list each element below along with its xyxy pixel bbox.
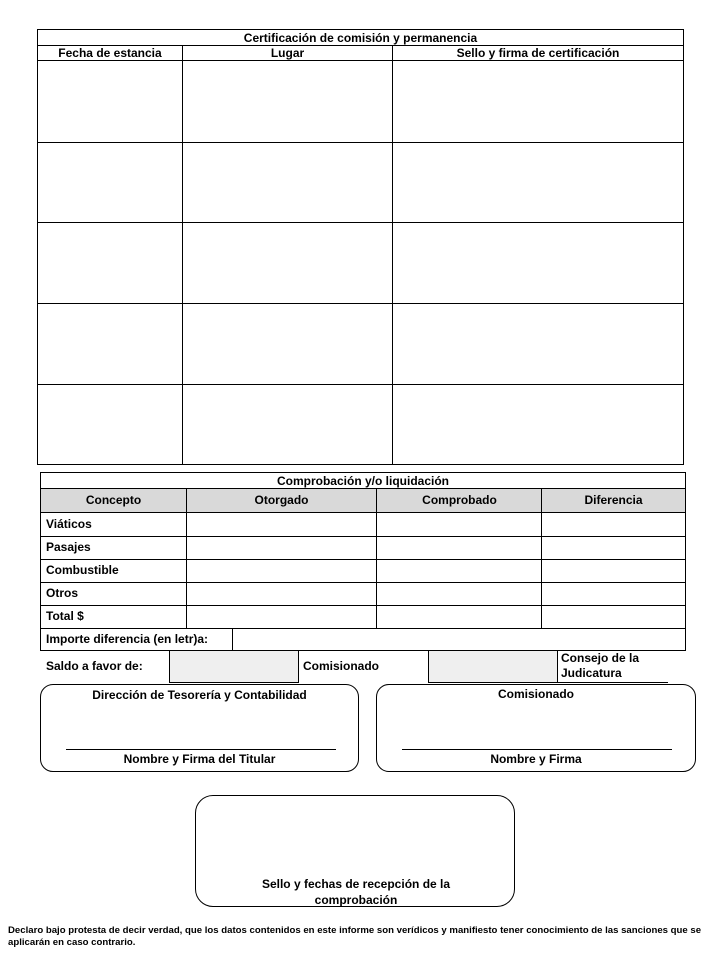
row-divider <box>41 536 685 537</box>
top-line <box>60 684 330 685</box>
row-divider <box>41 628 685 629</box>
column-header-concepto: Concepto <box>85 493 142 507</box>
row-label-viaticos: Viáticos <box>46 517 92 531</box>
certification-table <box>37 29 684 465</box>
saldo-checkbox-comisionado[interactable] <box>169 650 299 683</box>
signature-line <box>402 749 672 750</box>
row-divider <box>41 582 685 583</box>
certification-header <box>38 46 683 61</box>
importe-diferencia-label: Importe diferencia (en letr)a: <box>46 632 209 646</box>
row-divider <box>41 559 685 560</box>
signature-title-tesoreria: Dirección de Tesorería y Contabilidad <box>92 688 307 702</box>
row-divider <box>38 222 683 223</box>
column-header-fecha: Fecha de estancia <box>58 46 162 60</box>
saldo-checkbox-consejo[interactable] <box>428 650 558 683</box>
column-divider <box>392 46 393 464</box>
column-divider <box>232 628 233 650</box>
row-divider <box>38 303 683 304</box>
signature-box-comisionado <box>376 684 696 772</box>
signature-box-tesoreria <box>40 684 359 772</box>
comprobacion-table <box>40 472 686 651</box>
column-header-sello: Sello y firma de certificación <box>456 46 620 60</box>
comprobacion-header <box>41 489 685 513</box>
column-header-otorgado: Otorgado <box>254 493 309 507</box>
signature-caption-tesoreria: Nombre y Firma del Titular <box>123 752 276 766</box>
row-label-total: Total $ <box>46 609 84 623</box>
saldo-option-consejo: Consejo de la Judicatura <box>561 651 640 680</box>
row-label-pasajes: Pasajes <box>46 540 91 554</box>
column-header-lugar: Lugar <box>270 46 305 60</box>
column-header-diferencia: Diferencia <box>584 493 643 507</box>
saldo-option-comisionado: Comisionado <box>303 659 380 673</box>
underline <box>558 682 668 683</box>
saldo-label: Saldo a favor de: <box>46 659 143 673</box>
disclaimer-text: Declaro bajo protesta de decir verdad, que los datos contenidos en este informe son verídicos y manifiesto tener conocimiento de las sanciones que se aplicarán en caso contrario. <box>8 925 702 948</box>
row-divider <box>38 142 683 143</box>
column-divider <box>182 46 183 464</box>
row-divider <box>38 384 683 385</box>
row-label-otros: Otros <box>46 586 79 600</box>
stamp-caption: Sello y fechas de recepción de la comprobación <box>261 877 451 907</box>
certification-title: Certificación de comisión y permanencia <box>38 30 683 46</box>
signature-line <box>66 749 336 750</box>
stamp-box <box>195 795 515 907</box>
comprobacion-title: Comprobación y/o liquidación <box>41 473 685 489</box>
row-divider <box>41 605 685 606</box>
signature-caption-comisionado: Nombre y Firma <box>490 752 582 766</box>
row-label-combustible: Combustible <box>46 563 119 577</box>
column-header-comprobado: Comprobado <box>422 493 497 507</box>
signature-title-comisionado: Comisionado <box>497 687 574 701</box>
